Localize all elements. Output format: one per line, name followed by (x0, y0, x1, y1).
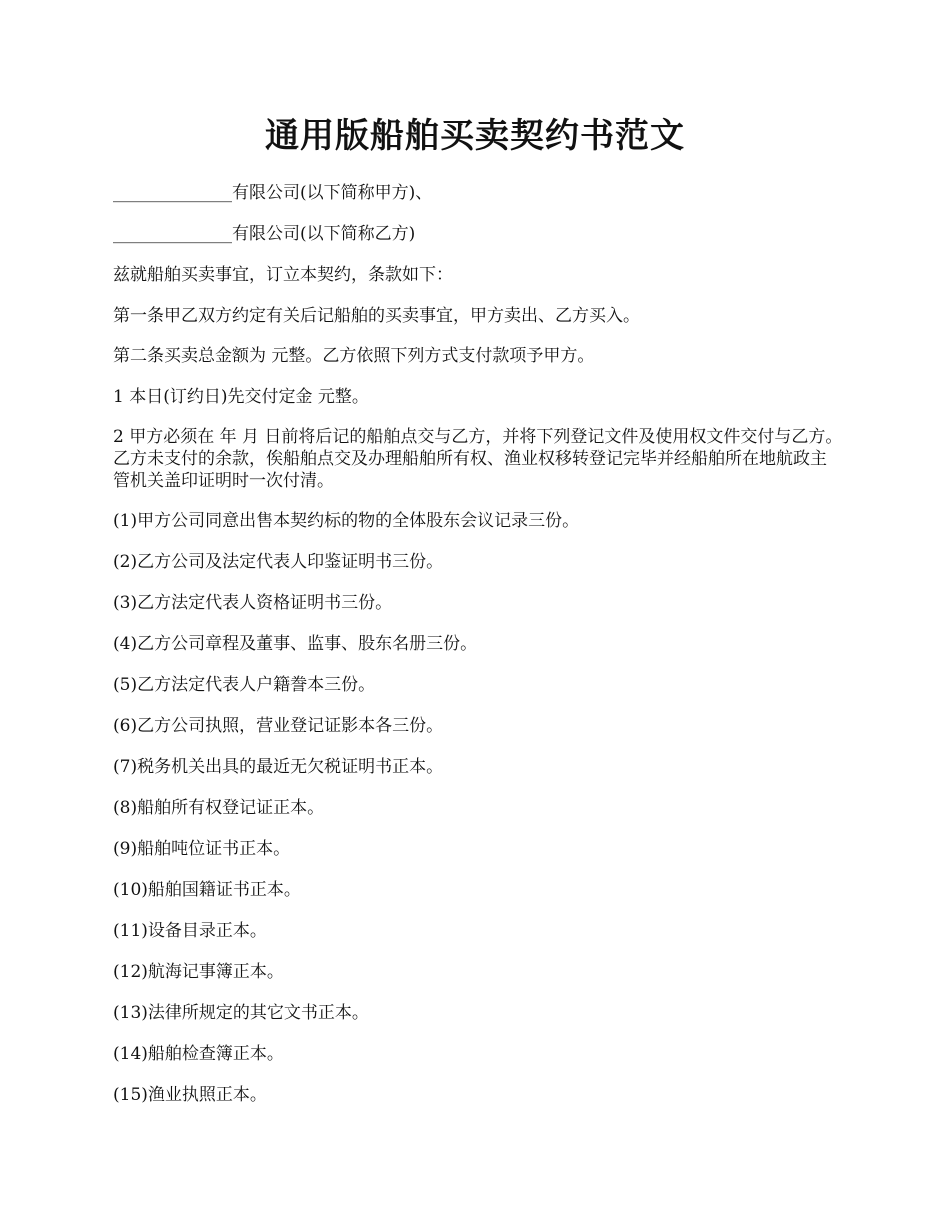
document-list-item: (5)乙方法定代表人户籍誊本三份。 (113, 675, 376, 695)
article-two: 第二条买卖总金额为 元整。乙方依照下列方式支付款项予甲方。 (113, 346, 595, 366)
payment-item-2: 2 甲方必须在 年 月 日前将后记的船舶点交与乙方，并将下列登记文件及使用权文件交付与乙方。乙方未支付的余款，俟船舶点交及办理船舶所有权、渔业权移转登记完毕并经船舶所在地航政主管机关盖印证明时一次付清。 (113, 427, 843, 491)
document-list-item: (14)船舶检查簿正本。 (113, 1044, 284, 1064)
document-list-item: (2)乙方公司及法定代表人印鉴证明书三份。 (113, 552, 444, 572)
page-title: 通用版船舶买卖契约书范文 (265, 116, 685, 156)
article-one: 第一条甲乙双方约定有关后记船舶的买卖事宜，甲方卖出、乙方买入。 (113, 306, 640, 326)
document-list-item: (7)税务机关出具的最近无欠税证明书正本。 (113, 757, 444, 777)
document-list-item: (4)乙方公司章程及董事、监事、股东名册三份。 (113, 634, 478, 654)
document-list-item: (9)船舶吨位证书正本。 (113, 839, 291, 859)
document-list-item: (12)航海记事簿正本。 (113, 962, 284, 982)
document-list-item: (10)船舶国籍证书正本。 (113, 880, 301, 900)
document-list-item: (1)甲方公司同意出售本契约标的物的全体股东会议记录三份。 (113, 511, 580, 531)
party-b-line: ______________有限公司(以下简称乙方) (113, 224, 416, 244)
document-list-item: (8)船舶所有权登记证正本。 (113, 798, 325, 818)
document-list-item: (11)设备目录正本。 (113, 921, 267, 941)
document-list-item: (3)乙方法定代表人资格证明书三份。 (113, 593, 393, 613)
document-list-item: (13)法律所规定的其它文书正本。 (113, 1003, 369, 1023)
party-a-line: ______________有限公司(以下简称甲方)、 (113, 183, 433, 203)
payment-item-1: 1 本日(订约日)先交付定金 元整。 (113, 387, 369, 407)
document-list-item: (6)乙方公司执照，营业登记证影本各三份。 (113, 716, 444, 736)
document-list-item: (15)渔业执照正本。 (113, 1085, 267, 1105)
preamble: 兹就船舶买卖事宜，订立本契约，条款如下： (113, 265, 453, 285)
